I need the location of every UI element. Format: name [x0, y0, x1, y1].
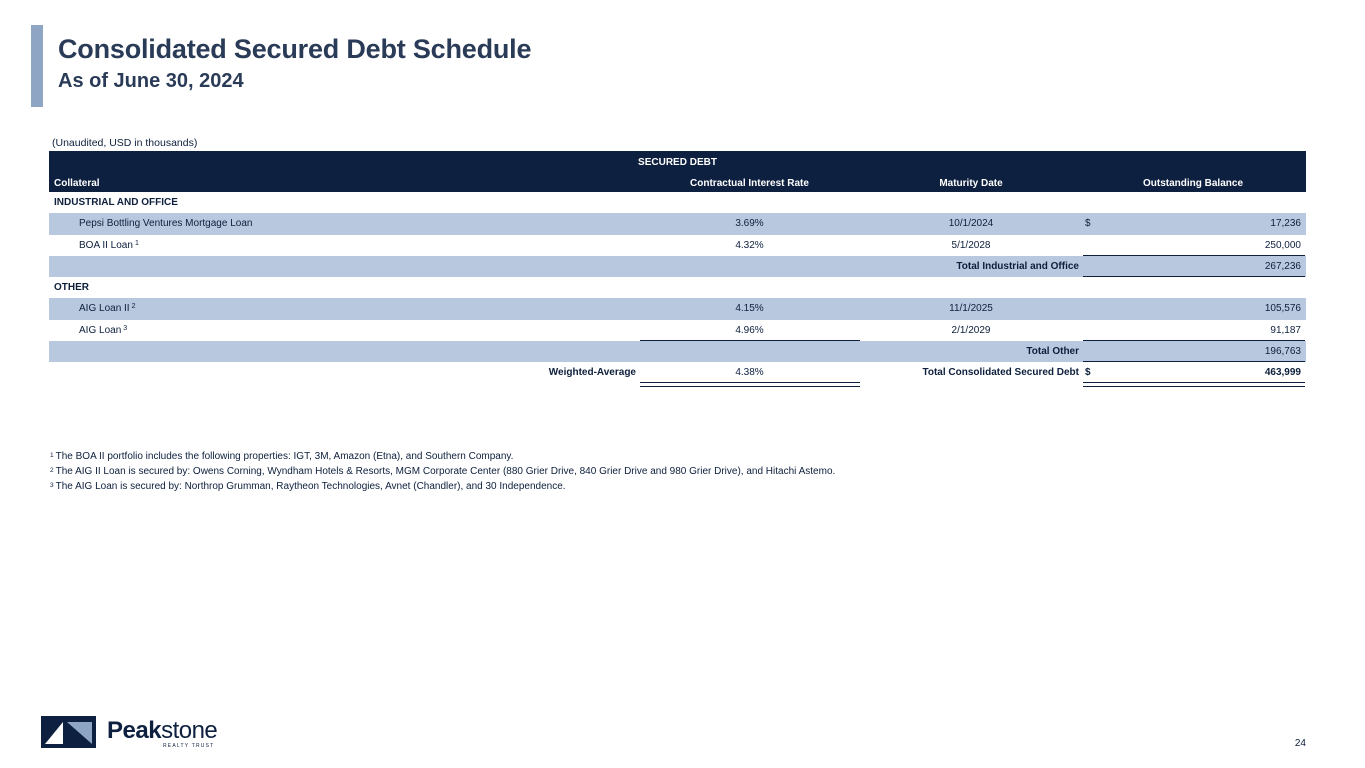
- footnote: $^2$ The AIG II Loan is secured by: Owens Corning, Wyndham Hotels & Resorts, MGM Corporate Center (880 Grier Drive, 840 Grier Drive and 980 Grier Drive), and Hitachi Astemo.: [50, 466, 836, 477]
- maturity-date: 5/1/2028: [951, 239, 991, 251]
- weighted-average-label: Weighted-Average: [548, 367, 636, 379]
- dollar-sign: $: [1085, 218, 1091, 230]
- page-subtitle: As of June 30, 2024: [58, 70, 244, 92]
- table-caption: SECURED DEBT: [638, 157, 717, 168]
- outstanding-balance: 91,187: [1270, 324, 1301, 336]
- section-title: INDUSTRIAL AND OFFICE: [54, 197, 178, 208]
- footnote-ref: 3: [123, 324, 128, 332]
- footnote: $^3$ The AIG Loan is secured by: Northrop Grumman, Raytheon Technologies, Avnet (Chandler), and 30 Independence.: [50, 481, 566, 492]
- maturity-date: 11/1/2025: [949, 303, 993, 315]
- subtotal-value: 267,236: [1264, 260, 1301, 272]
- grand-total-value: 463,999: [1264, 367, 1301, 379]
- footnote: $^1$ The BOA II portfolio includes the following properties: IGT, 3M, Amazon (Etna), and Southern Company.: [50, 451, 514, 462]
- page-number: 24: [1294, 738, 1306, 749]
- total-double-underline: [1083, 382, 1305, 387]
- outstanding-balance: 250,000: [1264, 239, 1301, 251]
- maturity-date: 2/1/2029: [951, 324, 991, 336]
- collateral-name: AIG Loan II $^2$: [79, 303, 136, 315]
- footnote-ref: 1: [134, 239, 139, 247]
- outstanding-balance: 17,236: [1270, 218, 1301, 230]
- table-header: [49, 151, 1306, 192]
- interest-rate: 3.69%: [735, 218, 764, 230]
- interest-rate: 4.15%: [735, 303, 764, 315]
- col-maturity: Maturity Date: [939, 178, 1003, 189]
- subtotal-row: [49, 256, 1306, 277]
- rate-double-underline: [640, 382, 860, 387]
- subtotal-row: [49, 341, 1306, 362]
- col-rate: Contractual Interest Rate: [690, 178, 809, 189]
- dollar-sign: $: [1085, 367, 1091, 379]
- subtotal-value: 196,763: [1264, 346, 1301, 358]
- grand-total-label: Total Consolidated Secured Debt: [922, 367, 1079, 379]
- section-header-row: [49, 192, 1306, 213]
- col-collateral: Collateral: [54, 178, 100, 189]
- grand-total-row: [49, 362, 1306, 383]
- outstanding-balance: 105,576: [1264, 303, 1301, 315]
- table-row: [49, 298, 1306, 319]
- maturity-date: 10/1/2024: [948, 218, 994, 230]
- secured-debt-table: [49, 151, 1306, 384]
- units-note: (Unaudited, USD in thousands): [52, 137, 198, 149]
- footnote-ref: 2: [131, 303, 136, 311]
- col-balance: Outstanding Balance: [1142, 178, 1243, 189]
- weighted-average-rate: 4.38%: [735, 367, 764, 379]
- logo-tagline: REALTY TRUST: [163, 743, 215, 749]
- peakstone-mountain-icon: [41, 716, 96, 748]
- footnotes: [50, 449, 835, 494]
- interest-rate: 4.32%: [735, 239, 764, 251]
- table-row: [49, 235, 1306, 256]
- logo-wordmark: Peakstone: [107, 717, 218, 744]
- interest-rate: 4.96%: [735, 324, 764, 336]
- title-accent-bar: [31, 25, 43, 107]
- collateral-name: Pepsi Bottling Ventures Mortgage Loan: [79, 218, 253, 230]
- section-title: OTHER: [54, 282, 89, 294]
- section-header-row: [49, 277, 1306, 298]
- subtotal-label: Total Other: [1026, 346, 1079, 358]
- collateral-name: AIG Loan $^3$: [79, 324, 128, 336]
- subtotal-label: Total Industrial and Office: [956, 260, 1079, 272]
- table-row: [49, 213, 1306, 234]
- table-row: [49, 320, 1306, 341]
- page-title: Consolidated Secured Debt Schedule: [58, 34, 532, 64]
- collateral-name: BOA II Loan $^1$: [79, 239, 139, 251]
